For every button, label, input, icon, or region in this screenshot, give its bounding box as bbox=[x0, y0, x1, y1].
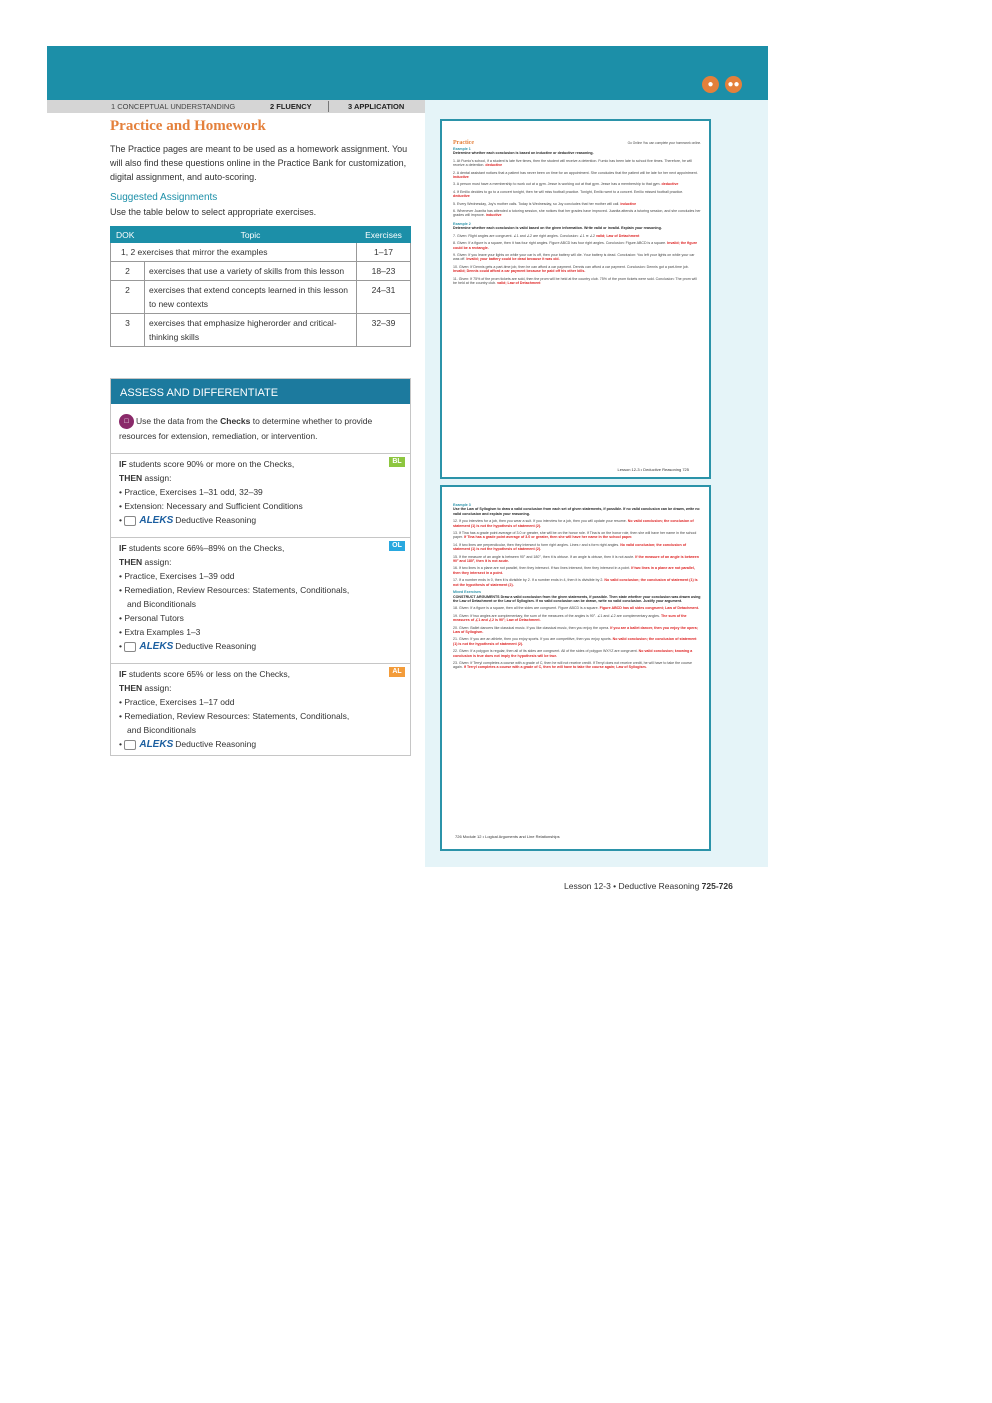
exercise-text: 15. If the measure of an angle is between 90° and 180°, then it is obtuse. If an angle is obtuse, then it is not acute. bbox=[453, 554, 635, 559]
student-page-725 bbox=[440, 119, 711, 479]
section-header-band bbox=[47, 46, 768, 100]
tier-approaching-level bbox=[119, 667, 404, 752]
exercise-text: 21. Given: If you are an athlete, then you enjoy sports. If you are competitive, then you enjoy sports. bbox=[453, 637, 612, 642]
exercise-answer: If Terryl completes a course with a grade of C, then he will have to take the course again; Law of Syllogism. bbox=[463, 665, 647, 670]
example-1-label: Example 1 bbox=[453, 147, 471, 151]
exercise-answer: No valid conclusion; the conclusion of statement (1) is not the hypothesis of statement (2). bbox=[453, 578, 698, 587]
list-item[interactable]: • ALEKS Deductive Reasoning bbox=[119, 641, 257, 653]
exercise-text: 11. Given: If 75% of the prom tickets are sold, then the prom will be held at the country club. 75% of the prom tickets were sold. Conclusion: The prom will be held at the country club. bbox=[453, 276, 697, 285]
exercise-answer: Figure ABCD has all sides congruent; Law of Detachment. bbox=[599, 606, 699, 611]
divider bbox=[111, 453, 410, 454]
table-cell-dok: 2 bbox=[111, 281, 145, 314]
header-topic: Topic bbox=[145, 227, 357, 243]
exercise-item bbox=[453, 277, 701, 286]
mixed-items bbox=[453, 606, 701, 669]
list-item-continued: and Biconditionals bbox=[127, 725, 196, 735]
assignment-table bbox=[110, 226, 411, 347]
aleks-icon bbox=[124, 642, 136, 652]
go-online-note: Go Online You can complete your homework online. bbox=[627, 140, 701, 145]
exercise-answer: valid; Law of Detachment bbox=[595, 233, 640, 238]
tier-list bbox=[119, 695, 404, 752]
aleks-icon bbox=[124, 740, 136, 750]
exercise-answer: Invalid; your battery could be dead because it was old. bbox=[466, 257, 560, 262]
assess-title: ASSESS AND DIFFERENTIATE bbox=[111, 379, 410, 404]
exercise-item bbox=[453, 190, 701, 199]
lesson-footer: Lesson 12-3 • Deductive Reasoning 725-726 bbox=[564, 881, 733, 891]
tier-on-level bbox=[119, 541, 404, 654]
exercise-text: 13. If Tina has a grade point average of 3.0 or greater, she will be on the honor role. If Tina is on the honor role, then she will have her name in the school paper. bbox=[453, 531, 697, 540]
header-exercises: Exercises bbox=[357, 227, 411, 243]
mixed-exercises-label: Mixed Exercises bbox=[453, 590, 481, 595]
exercise-item bbox=[453, 614, 701, 623]
suggested-assignments-title: Suggested Assignments bbox=[110, 192, 218, 203]
checks-icon: □ bbox=[119, 414, 134, 429]
badge-bl: BL bbox=[389, 457, 405, 467]
exercise-text: 1. At Fumio's school, if a student is late five times, then the student will receive a detention. Fumio has been late to school five times. Therefore, he will receive a detention. bbox=[453, 158, 692, 168]
group-icon: ●● bbox=[725, 76, 742, 93]
practice-homework-title: Practice and Homework bbox=[110, 118, 266, 134]
exercise-item bbox=[453, 519, 701, 528]
table-cell-exercises: 1–17 bbox=[357, 243, 411, 262]
exercise-answer: If Tina has a grade point average of 3.0 or greater, then she will have her name in the school paper. bbox=[464, 535, 633, 540]
exercise-item bbox=[453, 171, 701, 180]
table-cell-dok: 3 bbox=[111, 314, 145, 347]
table-cell-exercises: 24–31 bbox=[357, 281, 411, 314]
tier-then: THEN assign: bbox=[119, 557, 172, 567]
table-row bbox=[111, 314, 411, 347]
example-3-label: Example 3 bbox=[453, 503, 471, 507]
exercise-text: 10. Given: If Dennis gets a part-time job, then he can afford a car payment. Dennis can afford a car payment. Conclusion: Dennis got a part-time job. bbox=[453, 264, 689, 269]
badge-al: AL bbox=[389, 667, 405, 677]
page-725-footer: Lesson 12-3 • Deductive Reasoning 725 bbox=[617, 467, 689, 472]
list-item[interactable]: • Remediation, Review Resources: Statements, Conditionals, bbox=[119, 585, 350, 595]
tier-list bbox=[119, 485, 404, 528]
example-1-items bbox=[453, 159, 701, 218]
page-726-content bbox=[453, 503, 701, 673]
exercise-answer: No valid conclusion; the conclusion of statement (1) is not the hypothesis of statement (2). bbox=[453, 519, 694, 528]
page-725-content bbox=[453, 139, 701, 288]
list-item[interactable]: • Practice, Exercises 1–31 odd, 32–39 bbox=[119, 487, 263, 497]
tier-then: THEN assign: bbox=[119, 683, 172, 693]
exercise-item bbox=[453, 637, 701, 646]
table-cell-topic: exercises that use a variety of skills from this lesson bbox=[145, 262, 357, 281]
tier-condition: IF students score 66%–89% on the Checks, bbox=[119, 543, 285, 553]
table-cell-topic: exercises that extend concepts learned in this lesson to new contexts bbox=[145, 281, 357, 314]
exercise-answer: deductive bbox=[453, 194, 470, 199]
exercise-item bbox=[453, 202, 701, 206]
exercise-item bbox=[453, 265, 701, 274]
aleks-icon bbox=[124, 516, 136, 526]
list-item[interactable]: • Extension: Necessary and Sufficient Conditions bbox=[119, 501, 303, 511]
header-dok: DOK bbox=[111, 227, 145, 243]
student-page-726 bbox=[440, 485, 711, 851]
list-item[interactable]: • ALEKS Deductive Reasoning bbox=[119, 515, 257, 527]
exercise-text: 20. Given: Ballet dancers like classical music. If you like classical music, then you enjoy the opera. bbox=[453, 625, 610, 630]
tier-beyond-level bbox=[119, 457, 404, 528]
table-cell-topic: exercises that emphasize higherorder and critical-thinking skills bbox=[145, 314, 357, 347]
example-2-label: Example 2 bbox=[453, 221, 471, 226]
exercise-text: 5. Every Wednesday, Joy's mother calls. Today is Wednesday, so Joy concludes that her mother will call. bbox=[453, 201, 620, 206]
exercise-text: 17. If a number ends in 0, then it is divisible by 2. If a number ends in 4, then it is divisible by 2. bbox=[453, 578, 604, 583]
example-2-items bbox=[453, 234, 701, 286]
exercise-item bbox=[453, 661, 701, 670]
exercise-answer: valid; Law of Detachment bbox=[497, 280, 541, 285]
exercise-answer: The sum of the measures of ∠1 and ∠2 is 90°; Law of Detachment. bbox=[453, 613, 687, 623]
exercise-item bbox=[453, 543, 701, 552]
example-2-directions: Determine whether each conclusion is valid based on the given information. Write valid or invalid. Explain your reasoning. bbox=[453, 226, 662, 231]
exercise-item bbox=[453, 253, 701, 262]
exercise-text: 14. If two lines are perpendicular, then they intersect to form right angles. Lines r and s form right angles. bbox=[453, 542, 620, 547]
exercise-text: 6. Whenever Juanita has attended a tutoring session, she notices that her grades have improved. Juanita attends a tutoring session, and she concludes her grades will improve. bbox=[453, 209, 701, 218]
section-title: 3 REFLECT AND PRACTICE bbox=[63, 33, 264, 50]
divider bbox=[111, 663, 410, 664]
practice-intro: The Practice pages are meant to be used as a homework assignment. You will also find these questions online in the Practice Bank for customization, digital assignment, and auto-scoring. bbox=[110, 144, 408, 182]
exercise-answer: If you are a ballet dancer, then you enjoy the opera; Law of Syllogism. bbox=[453, 625, 698, 634]
tier-condition: IF students score 90% or more on the Checks, bbox=[119, 459, 295, 469]
person-icon: ● bbox=[702, 76, 719, 93]
table-row bbox=[111, 262, 411, 281]
list-item[interactable]: • Extra Examples 1–3 bbox=[119, 627, 201, 637]
phase-tabs bbox=[47, 100, 425, 113]
table-cell-topic: 1, 2 exercises that mirror the examples bbox=[111, 243, 357, 262]
exercise-answer: Invalid; Dennis could afford a car payment because he paid off his other bills. bbox=[453, 269, 586, 274]
exercise-text: 19. Given: If two angles are complementary, the sum of the measures of the angles is 90°. ∠1 and ∠2 are complementary angles. bbox=[453, 613, 660, 618]
exercise-answer: inductive bbox=[453, 175, 469, 180]
exercise-item bbox=[453, 626, 701, 635]
exercise-item bbox=[453, 606, 701, 610]
aleks-logo: ALEKS bbox=[124, 513, 175, 528]
badge-ol: OL bbox=[389, 541, 405, 551]
table-cell-exercises: 18–23 bbox=[357, 262, 411, 281]
example-3-directions: Use the Law of Syllogism to draw a valid conclusion from each set of given statements, if possible. If no valid conclusion can be drawn, write no valid conclusion and explain your reasoning. bbox=[453, 507, 700, 516]
exercise-text: 4. If Emilio decides to go to a concert tonight, then he will miss football practice. Tonight, Emilio went to a concert. Emilio missed football practice. bbox=[453, 189, 684, 194]
tier-list bbox=[119, 569, 404, 654]
practice-heading: Practice bbox=[453, 140, 474, 146]
exercise-answer: deductive bbox=[485, 163, 503, 168]
exercise-item bbox=[453, 566, 701, 575]
tier-condition: IF students score 65% or less on the Checks, bbox=[119, 669, 291, 679]
exercise-item bbox=[453, 159, 701, 168]
exercise-item bbox=[453, 555, 701, 564]
header-icons bbox=[702, 76, 742, 93]
example-1-directions: Determine whether each conclusion is based on inductive or deductive reasoning. bbox=[453, 151, 594, 156]
exercise-answer: inductive bbox=[620, 201, 637, 206]
exercise-text: 18. Given: If a figure is a square, then all the sides are congruent. Figure ABCD is a square. bbox=[453, 606, 599, 611]
assess-differentiate-box bbox=[110, 378, 411, 756]
exercise-answer: No valid conclusion; the conclusion of statement (1) is not the hypothesis of statement (2). bbox=[453, 542, 687, 552]
exercise-item bbox=[453, 241, 701, 250]
list-item[interactable]: • Practice, Exercises 1–17 odd bbox=[119, 697, 235, 707]
exercise-item bbox=[453, 578, 701, 587]
divider bbox=[111, 537, 410, 538]
exercise-answer: No valid conclusion; knowing a conclusion is true does not imply the hypothesis will be true. bbox=[453, 649, 693, 658]
exercise-text: 2. A dental assistant notices that a patient has never been on time for an appointment. She concludes that the patient will be late for her next appointment. bbox=[453, 170, 698, 175]
exercise-text: 3. A person must have a membership to work out at a gym. Jesse is working out at that gym. Jesse has a membership to that gym. bbox=[453, 182, 661, 187]
list-item[interactable]: • Personal Tutors bbox=[119, 613, 184, 623]
exercise-item bbox=[453, 209, 701, 218]
exercise-answer: If the measure of an angle is between 90° and 180°, then it is not acute. bbox=[453, 554, 700, 564]
aleks-logo: ALEKS bbox=[124, 737, 175, 752]
mixed-directions: CONSTRUCT ARGUMENTS Draw a valid conclusion from the given statements, if possible. Then state whether your conclusion was drawn using the Law of Detachment or the Law of Syllogism. If no valid conclusion can be drawn, write no valid conclusion. Justify your argument. bbox=[453, 594, 701, 603]
aleks-logo: ALEKS bbox=[124, 639, 175, 654]
exercise-text: 16. If two lines in a plane are not parallel, then they intersect. If two lines intersect, then they intersect in a point. bbox=[453, 566, 631, 571]
exercise-text: 7. Given: Right angles are congruent. ∠1 and ∠2 are right angles. Conclusion: ∠1 ≅ ∠2 bbox=[453, 233, 595, 238]
exercise-answer: deductive bbox=[661, 182, 679, 187]
list-item[interactable]: • Practice, Exercises 1–39 odd bbox=[119, 571, 235, 581]
list-item[interactable]: • Remediation, Review Resources: Statements, Conditionals, bbox=[119, 711, 350, 721]
exercise-text: 8. Given: If a figure is a square, then it has four right angles. Figure ABCD has four right angles. Conclusion: Figure ABCD is a square. bbox=[453, 241, 667, 246]
exercise-item bbox=[453, 531, 701, 540]
tier-then: THEN assign: bbox=[119, 473, 172, 483]
page-726-footer: 726 Module 12 • Logical Arguments and Line Relationships bbox=[455, 834, 560, 839]
exercise-text: 12. If you interview for a job, then you wear a suit. If you interview for a job, then you will update your resume. bbox=[453, 519, 627, 524]
table-cell-dok: 2 bbox=[111, 262, 145, 281]
exercise-answer: If two lines in a plane are not parallel, then they intersect in a point. bbox=[453, 566, 695, 575]
table-cell-exercises: 32–39 bbox=[357, 314, 411, 347]
exercise-text: 22. Given: If a polygon is regular, then all of its sides are congruent. All of the sides of polygon WXYZ are congruent. bbox=[453, 649, 638, 654]
exercise-item bbox=[453, 234, 701, 238]
list-item[interactable]: • ALEKS Deductive Reasoning bbox=[119, 739, 257, 751]
tab-fluency[interactable]: 2 FLUENCY bbox=[270, 102, 312, 111]
exercise-answer: No valid conclusion; the conclusion of statement (1) is not the hypothesis of statement (2). bbox=[453, 637, 697, 646]
exercise-item bbox=[453, 182, 701, 186]
exercise-answer: Invalid; the figure could be a rectangle. bbox=[453, 241, 698, 250]
example-3-items bbox=[453, 519, 701, 587]
exercise-text: 9. Given: If you leave your lights on while your car is off, then your battery will die. Your battery is dead. Conclusion: You left your lights on while your car was off. bbox=[453, 252, 695, 262]
exercise-answer: inductive bbox=[485, 213, 502, 218]
table-row bbox=[111, 281, 411, 314]
exercise-text: 23. Given: If Terryl completes a course with a grade of C, then he will not receive credit. If Terryl does not receive credit, he will have to take the course again. bbox=[453, 660, 692, 670]
table-row bbox=[111, 243, 411, 262]
tab-conceptual[interactable]: 1 CONCEPTUAL UNDERSTANDING bbox=[111, 102, 236, 111]
tab-application[interactable]: 3 APPLICATION bbox=[348, 102, 405, 111]
assess-intro: □ Use the data from the Checks to determine whether to provide resources for extension, remediation, or intervention. bbox=[119, 416, 373, 442]
tab-divider bbox=[328, 101, 329, 112]
list-item-continued: and Biconditionals bbox=[127, 599, 196, 609]
exercise-item bbox=[453, 649, 701, 658]
suggested-assignments-text: Use the table below to select appropriate exercises. bbox=[110, 207, 317, 217]
